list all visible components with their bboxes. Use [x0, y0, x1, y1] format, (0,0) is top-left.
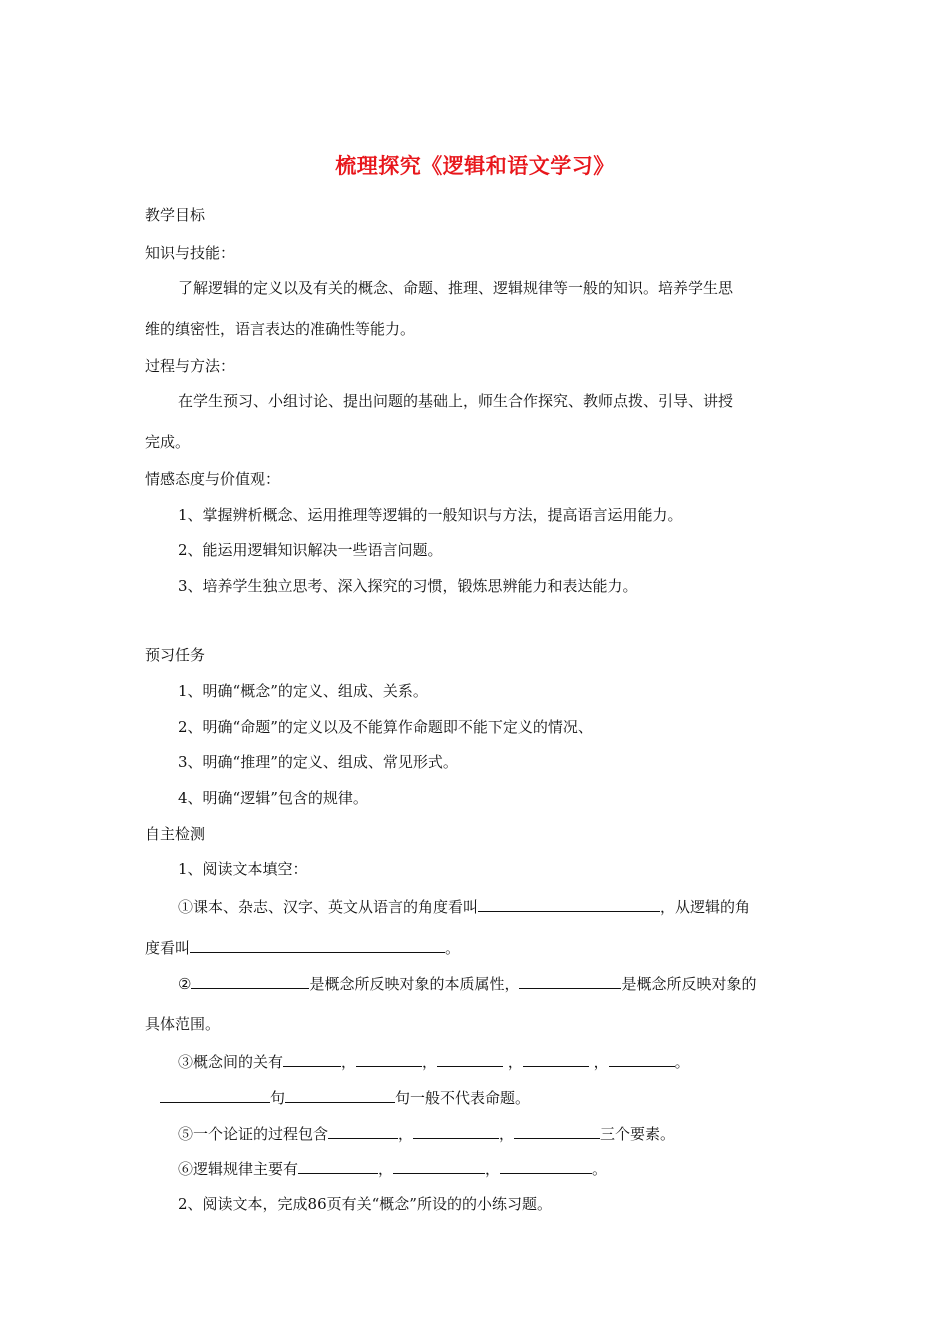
fill-text: ②: [178, 975, 192, 993]
fill-blank-line: [178, 1123, 675, 1144]
fill-text: ，: [341, 1053, 357, 1071]
subheading-knowledge: 知识与技能：: [145, 244, 236, 262]
document-title: 梳理探究《逻辑和语文学习》: [335, 154, 615, 178]
answer-blank[interactable]: [283, 1051, 341, 1067]
fill-text: ①课本、杂志、汉字、英文从语言的角度看叫: [178, 898, 479, 916]
question-2: 2、阅读文本，完成86页有关“概念”所设的的小练习题。: [178, 1195, 552, 1213]
fill-text: ⑤一个论证的过程包含: [178, 1125, 329, 1143]
fill-text: ，从逻辑的角: [660, 898, 751, 916]
fill-text: ③概念间的关有: [178, 1053, 284, 1071]
section-heading-selftest: 自主检测: [145, 825, 206, 843]
fill-text: ，: [485, 1160, 501, 1178]
fill-text: 度看叫: [145, 939, 191, 957]
fill-text: 句一般不代表命题。: [395, 1089, 531, 1107]
answer-blank[interactable]: [356, 1051, 422, 1067]
answer-blank[interactable]: [413, 1123, 499, 1139]
paragraph-line: 了解逻辑的定义以及有关的概念、命题、推理、逻辑规律等一般的知识。培养学生思: [178, 279, 734, 297]
fill-text: ，: [378, 1160, 394, 1178]
list-item: 4、明确“逻辑”包含的规律。: [178, 789, 368, 807]
paragraph-line: 在学生预习、小组讨论、提出问题的基础上，师生合作探究、教师点拨、引导、讲授: [178, 392, 734, 410]
list-item: 1、明确“概念”的定义、组成、关系。: [178, 682, 428, 700]
answer-blank[interactable]: [160, 1087, 270, 1103]
answer-blank[interactable]: [500, 1158, 592, 1174]
fill-text: 是概念所反映对象的本质属性，: [309, 975, 520, 993]
fill-text: ，: [503, 1053, 523, 1071]
section-heading-objectives: 教学目标: [145, 206, 206, 224]
fill-blank-line: [178, 1051, 690, 1072]
answer-blank[interactable]: [190, 937, 445, 953]
fill-blank-line: [178, 1158, 607, 1179]
list-item: 1、掌握辨析概念、运用推理等逻辑的一般知识与方法，提高语言运用能力。: [178, 506, 683, 524]
list-item: 3、培养学生独立思考、深入探究的习惯，锻炼思辨能力和表达能力。: [178, 577, 638, 595]
answer-blank[interactable]: [609, 1051, 675, 1067]
fill-blank-line: [178, 973, 756, 994]
answer-blank[interactable]: [285, 1087, 395, 1103]
answer-blank[interactable]: [393, 1158, 485, 1174]
subheading-process: 过程与方法：: [145, 357, 236, 375]
answer-blank[interactable]: [191, 973, 309, 989]
fill-text: 。: [592, 1160, 608, 1178]
paragraph-line: 完成。: [145, 433, 191, 451]
fill-text: ，: [588, 1053, 609, 1071]
list-item: 2、能运用逻辑知识解决一些语言问题。: [178, 541, 443, 559]
answer-blank[interactable]: [328, 1123, 398, 1139]
fill-text: ，: [422, 1053, 438, 1071]
fill-blank-line: [145, 937, 460, 958]
fill-text: ，: [398, 1125, 414, 1143]
fill-blank-line: [160, 1087, 530, 1108]
answer-blank[interactable]: [437, 1051, 503, 1067]
list-item: 2、明确“命题”的定义以及不能算作命题即不能下定义的情况、: [178, 718, 593, 736]
fill-text: 。: [674, 1053, 690, 1071]
paragraph-line: 维的缜密性，语言表达的准确性等能力。: [145, 320, 416, 338]
fill-blank-line: [178, 896, 750, 917]
fill-text: 。: [445, 939, 461, 957]
answer-blank[interactable]: [523, 1051, 589, 1067]
fill-text: 是概念所反映对象的: [621, 975, 757, 993]
section-heading-preview: 预习任务: [145, 646, 206, 664]
fill-text: ⑥逻辑规律主要有: [178, 1160, 299, 1178]
question-1: 1、阅读文本填空：: [178, 860, 308, 878]
fill-text: 三个要素。: [600, 1125, 676, 1143]
list-item: 3、明确“推理”的定义、组成、常见形式。: [178, 753, 458, 771]
answer-blank[interactable]: [478, 896, 660, 912]
subheading-emotion: 情感态度与价值观：: [145, 470, 281, 488]
fill-text: 句: [270, 1089, 286, 1107]
answer-blank[interactable]: [514, 1123, 600, 1139]
fill-blank-line: 具体范围。: [145, 1015, 221, 1033]
answer-blank[interactable]: [298, 1158, 378, 1174]
answer-blank[interactable]: [519, 973, 621, 989]
fill-text: ，: [499, 1125, 515, 1143]
